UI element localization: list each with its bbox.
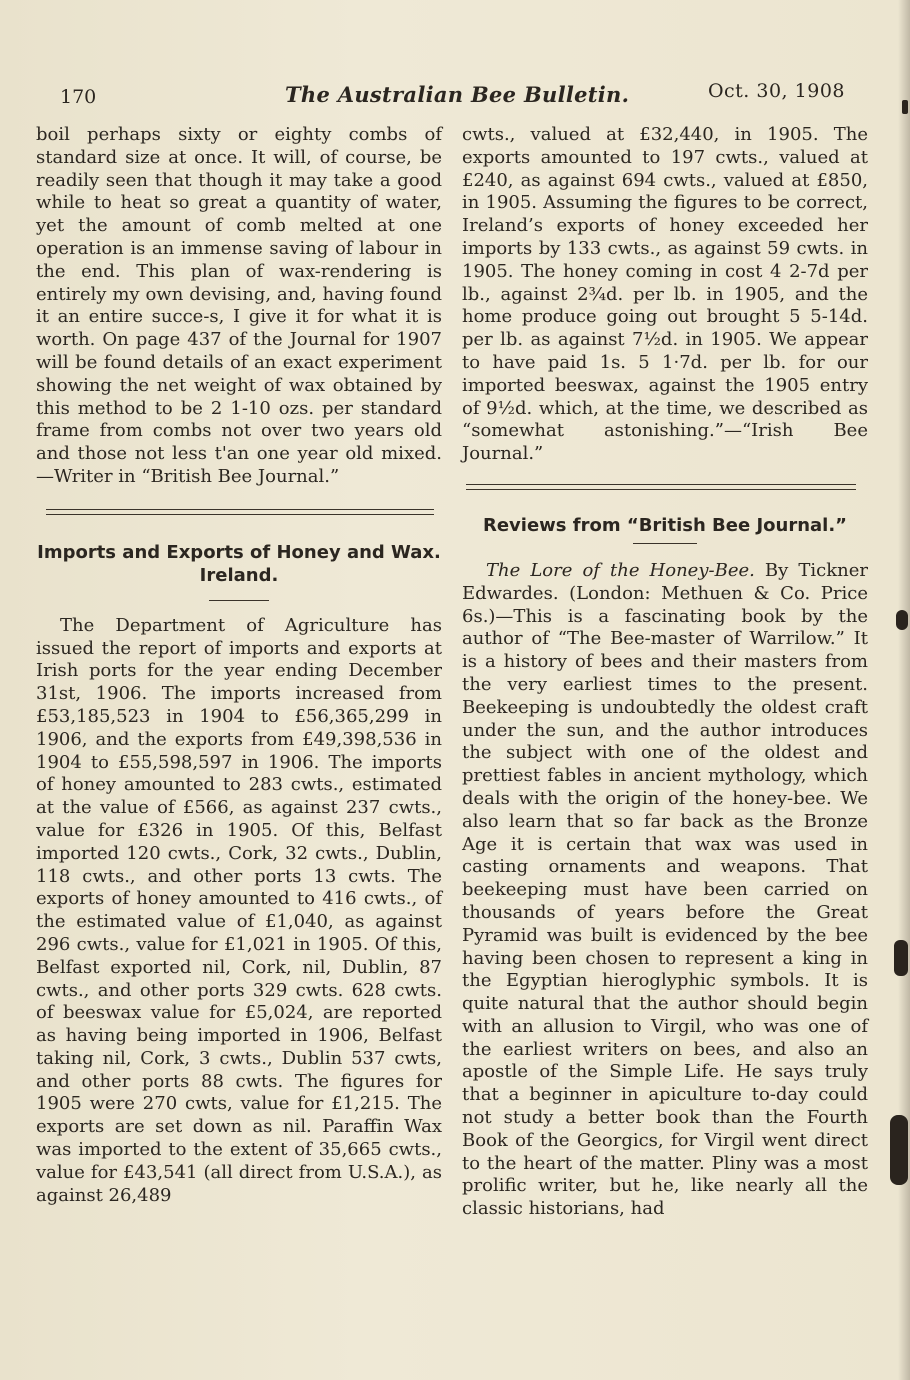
review-body: By Tickner Edwardes. (London: Methuen & Co. Price 6s.)—This is a fascinating book by the author of “The Bee-master of Warrilow.” It is a history of bees and their masters from the very earliest times to the present. Beekeeping is undoubtedly the oldest craft under the sun, and the author introduces the subject with one of the oldest and prettiest fables in ancient mythology, which deals with the origin of the honey-bee. We also learn that so far back as the Bronze Age it is certain that wax was used in casting ornaments and weapons. That beekeeping must have been carried on thousands of years before the Great Pyramid was built is evidenced by the bee having been chosen to represent a king in the Egyptian hieroglyphic symbols. It is quite natural that the author should begin with an allusion to Virgil, who was one of the earliest writers on bees, and also an apostle of the Simple Life. He says truly that a beginner in apiculture to-day could not study a better book than the Fourth Book of the Georgics, for Virgil went direct to the heart of the matter. Pliny was a most prolific writer, but he, like nearly all the classic historians, had [462, 559, 868, 1220]
imports-exports-heading: Imports and Exports of Honey and Wax. Ireland. [37, 541, 441, 586]
continued-imports-text: cwts., valued at £32,440, in 1905. The exports amounted to 197 cwts., valued at £240, as against 694 cwts., valued at £850, in 1905. Assuming the figures to be correct, Ireland’s exports of honey exceeded her imports by 133 cwts., as against 59 cwts. in 1905. The honey coming in cost 4 2-7d per lb., against 2¾d. per lb. in 1905, and the home produce going out brought 5 5-14d. per lb. as against 7½d. in 1905. We appear to have paid 1s. 5 1·7d. per lb. for our imported beeswax, against the 1905 entry of 9½d. which, at the time, we described as “somewhat astonishing.”—“Irish Bee Journal.” [462, 124, 868, 465]
page-damage-mark [896, 610, 908, 630]
continued-article-text: boil perhaps sixty or eighty combs of standard size at once. It will, of course, be readily seen that though it may take a good while to heat so great a quantity of water, yet the amount of comb melted at one operation is an immense saving of labour in the end. This plan of wax-rendering is entirely my own devising, and, having found it an entire succe-s, I give it for what it is worth. On page 437 of the Journal for 1907 will be found details of an exact experiment showing the net weight of wax obtained by this method to be 2 1-10 ozs. per standard frame from combs not over two years old and those not less t'an one year old mixed.—Writer in “British Bee Journal.” [36, 124, 442, 487]
left-column [36, 124, 442, 1207]
issue-date: Oct. 30, 1908 [707, 80, 845, 102]
imports-exports-body: The Department of Agriculture has issued the report of imports and exports at Irish ports for the year ending December 31st, 1906. The imports increased from £53,185,523 in 1904 to £56,365,299 in 1906, and the exports from £49,398,536 in 1904 to £55,598,597 in 1906. The imports of honey amounted to 283 cwts., estimated at the value of £566, as against 237 cwts., value for £326 in 1905. Of this, Belfast imported 120 cwts., Cork, 32 cwts., Dublin, 118 cwts., and other ports 13 cwts. The exports of honey amounted to 416 cwts., of the estimated value of £1,040, as against 296 cwts., value for £1,021 in 1905. Of this, Belfast exported nil, Cork, nil, Dublin, 87 cwts., and other ports 329 cwts. 628 cwts. of beeswax value for £5,024, are reported as having being imported in 1906, Belfast taking nil, Cork, 3 cwts., Dublin 537 cwts, and other ports 88 cwts. The figures for 1905 were 270 cwts, value for £1,215. The exports are set down as nil. Paraffin Wax was imported to the extent of 35,665 cwts., value for £43,541 (all direct from U.S.A.), as against 26,489 [36, 614, 442, 1206]
page-damage-mark [890, 1115, 908, 1185]
page-damage-mark [894, 940, 908, 976]
journal-title: The Australian Bee Bulletin. [285, 82, 630, 107]
right-column [462, 124, 868, 1221]
reviews-heading: Reviews from “British Bee Journal.” [482, 514, 847, 536]
page-damage-mark [902, 100, 908, 114]
page-number: 170 [60, 86, 97, 108]
page-header [60, 80, 850, 110]
review-book-title: The Lore of the Honey-Bee. [486, 559, 755, 581]
review-paragraph [462, 560, 868, 1221]
